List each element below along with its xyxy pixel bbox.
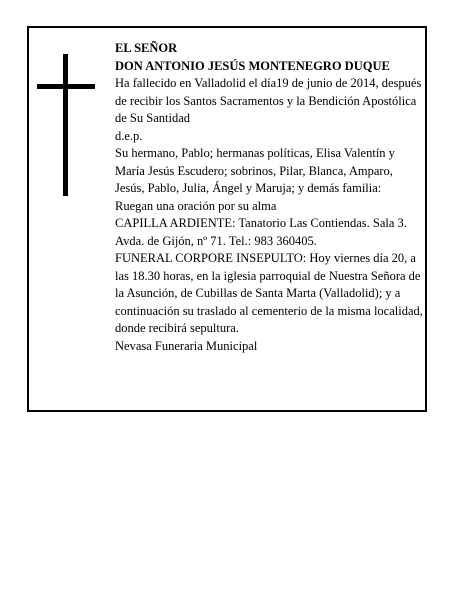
funeral-home: Nevasa Funeraria Municipal: [115, 338, 258, 353]
chapel-info: CAPILLA ARDIENTE: Tanatorio Las Contiendas. Sala 3. Avda. de Gijón, nº 71. Tel.: 983 360405.: [115, 216, 407, 248]
deceased-name: DON ANTONIO JESÚS MONTENEGRO DUQUE: [115, 58, 390, 73]
funeral-info: FUNERAL CORPORE INSEPULTO: Hoy viernes día 20, a las 18.30 horas, en la iglesia parroquial de Nuestra Señora de la Asunción, de Cubillas de Santa Marta (Valladolid); y a continuación su traslado al cementerio de la misma localidad, donde recibirá sepultura.: [115, 251, 423, 335]
rest-in-peace: d.e.p.: [115, 128, 143, 143]
obituary-text: [115, 40, 425, 355]
deceased-title: EL SEÑOR: [115, 41, 178, 55]
death-announcement: Ha fallecido en Valladolid el día19 de junio de 2014, después de recibir los Santos Sacramentos y la Bendición Apostólica de Su Santidad: [115, 76, 422, 125]
prayer-request: Ruegan una oración por su alma: [115, 198, 277, 213]
cross-icon-crossbar: [37, 84, 95, 89]
family-list: Su hermano, Pablo; hermanas políticas, Elisa Valentín y María Jesús Escudero; sobrinos, Pilar, Blanca, Amparo, Jesús, Pablo, Julia, Ángel y Maruja; y demás familia:: [115, 146, 395, 195]
cross-icon: [63, 54, 68, 196]
